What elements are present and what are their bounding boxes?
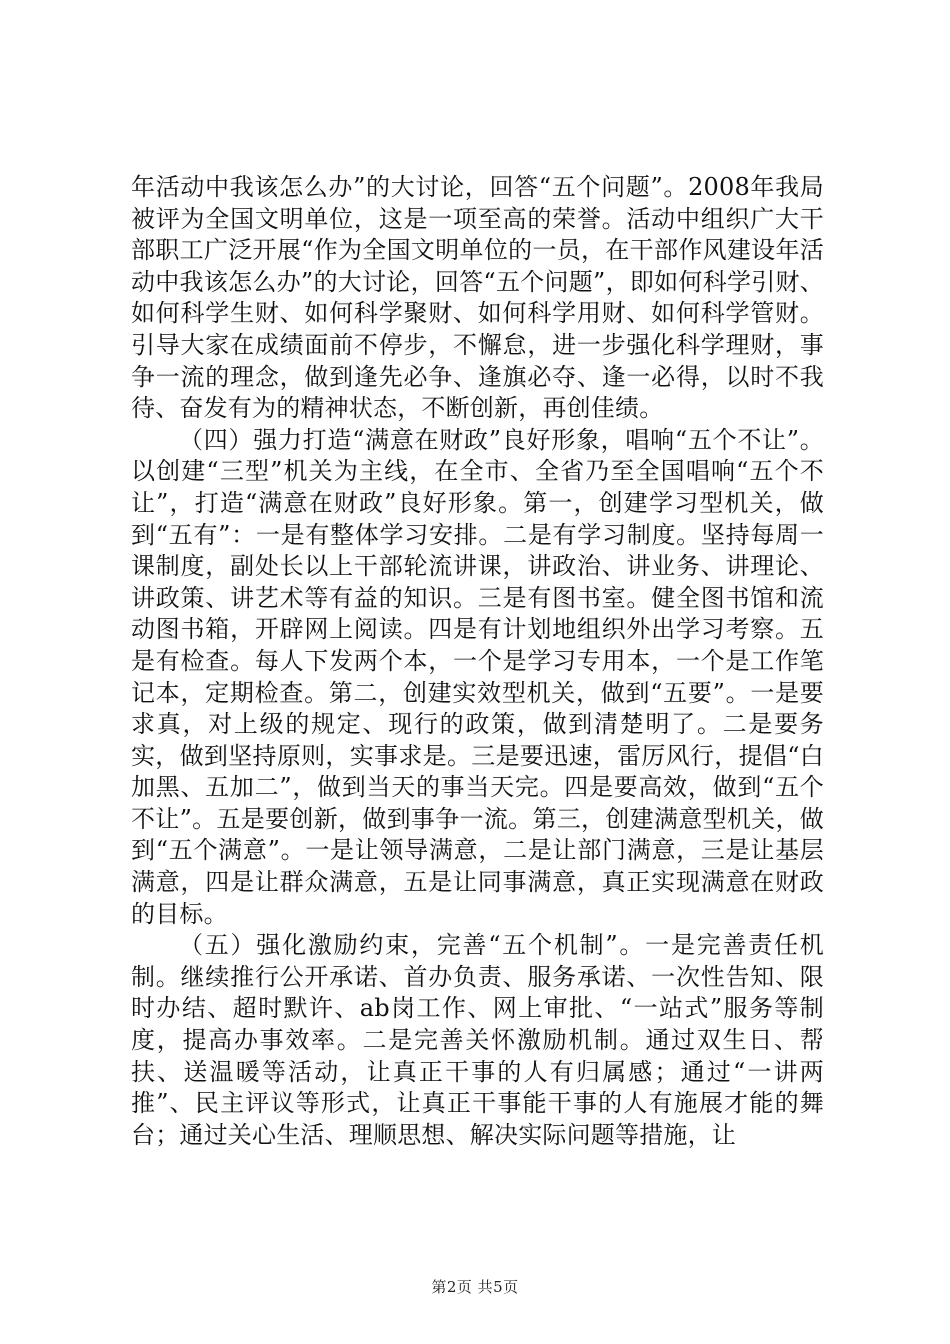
page-number-label: 第2页 共5页 xyxy=(431,1278,519,1296)
page-footer xyxy=(0,1276,950,1297)
paragraph-section-four: （四）强力打造“满意在财政”良好形象，唱响“五个不让”。以创建“三型”机关为主线，在全市、全省乃至全国唱响“五个不让”，打造“满意在财政”良好形象。第一，创建学习型机关，做到“五有”：一是有整体学习安排。二是有学习制度。坚持每周一课制度，副处长以上干部轮流讲课，讲政治、讲业务、讲理论、讲政策、讲艺术等有益的知识。三是有图书室。健全图书馆和流动图书箱，开辟网上阅读。四是有计划地组织外出学习考察。五是有检查。每人下发两个本，一个是学习专用本，一个是工作笔记本，定期检查。第二，创建实效型机关，做到“五要”。一是要求真，对上级的规定、现行的政策，做到清楚明了。二是要务实，做到坚持原则，实事求是。三是要迅速，雷厉风行，提倡“白加黑、五加二”，做到当天的事当天完。四是要高效，做到“五个不让”。五是要创新，做到事争一流。第三，创建满意型机关，做到“五个满意”。一是让领导满意，二是让部门满意，三是让基层满意，四是让群众满意，五是让同事满意，真正实现满意在财政的目标。 xyxy=(131,425,824,928)
paragraph-continuation: 年活动中我该怎么办”的大讨论，回答“五个问题”。2008年我局被评为全国文明单位，这是一项至高的荣誉。活动中组织广大干部职工广泛开展“作为全国文明单位的一员，在干部作风建设年活动中我该怎么办”的大讨论，回答“五个问题”，即如何科学引财、如何科学生财、如何科学聚财、如何科学用财、如何科学管财。引导大家在成绩面前不停步，不懈怠，进一步强化科学理财，事争一流的理念，做到逢先必争、逢旗必夺、逢一必得，以时不我待、奋发有为的精神状态，不断创新，再创佳绩。 xyxy=(131,173,824,423)
document-body xyxy=(131,172,824,1151)
paragraph-section-five: （五）强化激励约束，完善“五个机制”。一是完善责任机制。继续推行公开承诺、首办负责、服务承诺、一次性告知、限时办结、超时默许、ab岗工作、网上审批、“一站式”服务等制度，提高办事效率。二是完善关怀激励机制。通过双生日、帮扶、送温暖等活动，让真正干事的人有归属感；通过“一讲两推”、民主评议等形式，让真正干事能干事的人有施展才能的舞台；通过关心生活、理顺思想、解决实际问题等措施，让 xyxy=(131,931,824,1149)
